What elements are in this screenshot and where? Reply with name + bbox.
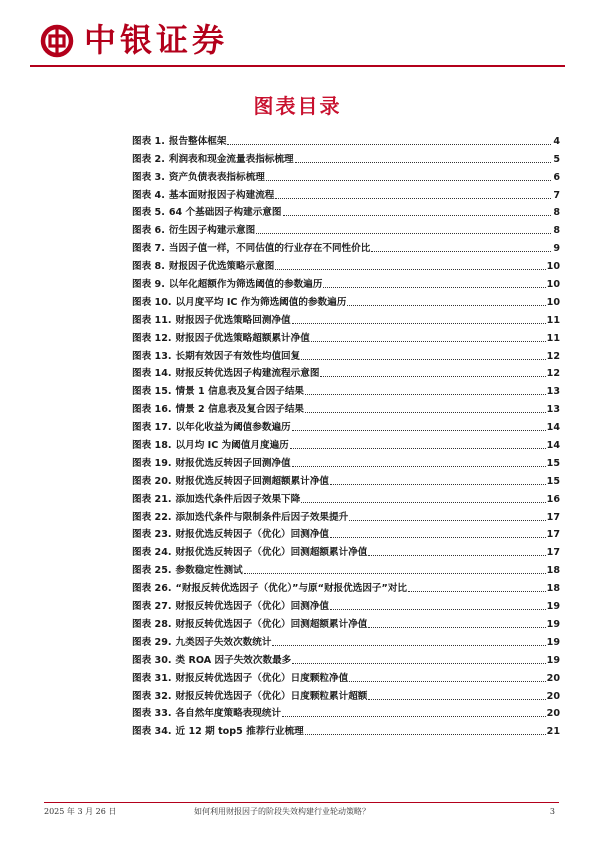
toc-entry-title: 基本面财报因子构建流程 [168, 189, 275, 201]
toc-entry-page: 15 [546, 475, 560, 487]
toc-entry-label: 图表 19. [132, 457, 172, 469]
toc-entry[interactable] [132, 488, 560, 506]
toc-entry-page: 17 [546, 547, 560, 559]
figure-index-list [132, 130, 560, 738]
toc-leader-dots [347, 305, 545, 306]
toc-entry-label: 图表 23. [132, 529, 172, 541]
toc-entry-label: 图表 15. [132, 386, 172, 398]
toc-entry-page: 16 [546, 493, 560, 505]
toc-entry-label: 图表 14. [132, 368, 172, 380]
toc-leader-dots [301, 359, 545, 360]
toc-entry-title: 财报优选反转因子（优化）回测超额累计净值 [175, 547, 368, 559]
toc-entry-page: 6 [553, 171, 560, 183]
toc-entry-page: 17 [546, 511, 560, 523]
toc-entry-page: 11 [546, 332, 560, 344]
toc-leader-dots [323, 287, 545, 288]
toc-entry-title: 以月度平均 IC 作为筛选阈值的参数遍历 [175, 296, 347, 308]
toc-leader-dots [368, 699, 545, 700]
toc-entry[interactable] [132, 380, 560, 398]
toc-entry-page: 19 [546, 636, 560, 648]
toc-entry[interactable] [132, 434, 560, 452]
toc-leader-dots [301, 502, 545, 503]
toc-entry[interactable] [132, 685, 560, 703]
toc-entry-title: 财报优选反转因子（优化）回测净值 [175, 529, 330, 541]
toc-entry-label: 图表 7. [132, 243, 165, 255]
toc-entry-page: 14 [546, 422, 560, 434]
toc-leader-dots [368, 627, 545, 628]
toc-leader-dots [305, 734, 546, 735]
toc-entry-title: 财报优选反转因子回测超额累计净值 [175, 475, 330, 487]
toc-entry-title: 近 12 期 top5 推荐行业梳理 [175, 726, 304, 738]
toc-entry-title: 各自然年度策略表现统计 [175, 708, 282, 720]
toc-entry-page: 10 [546, 296, 560, 308]
toc-entry-label: 图表 11. [132, 314, 172, 326]
toc-entry-title: 情景 2 信息表及复合因子结果 [175, 404, 305, 416]
toc-entry-label: 图表 27. [132, 601, 172, 613]
toc-leader-dots [275, 269, 545, 270]
footer-date: 2025 年 3 月 26 日 [44, 807, 117, 816]
toc-entry-label: 图表 31. [132, 672, 172, 684]
toc-entry-title: 参数稳定性测试 [175, 565, 243, 577]
toc-leader-dots [292, 430, 546, 431]
toc-leader-dots [330, 537, 546, 538]
toc-entry-label: 图表 8. [132, 261, 165, 273]
toc-entry-page: 5 [553, 153, 560, 165]
toc-entry-page: 17 [546, 529, 560, 541]
toc-entry-label: 图表 34. [132, 726, 172, 738]
toc-entry-title: 添加迭代条件后因子效果下降 [175, 493, 301, 505]
toc-entry-title: 财报因子优选策略超额累计净值 [175, 332, 310, 344]
toc-entry-label: 图表 5. [132, 207, 165, 219]
toc-entry-title: 九类因子失效次数统计 [175, 636, 272, 648]
toc-leader-dots [330, 609, 546, 610]
toc-leader-dots [311, 341, 546, 342]
toc-entry-page: 19 [546, 654, 560, 666]
toc-entry[interactable] [132, 345, 560, 363]
toc-leader-dots [349, 681, 545, 682]
toc-leader-dots [256, 233, 551, 234]
toc-entry-title: 财报反转优选因子（优化）日度颗粒累计超额 [175, 690, 368, 702]
toc-entry-title: 报告整体框架 [168, 135, 227, 147]
toc-entry[interactable] [132, 506, 560, 524]
toc-entry-page: 14 [546, 440, 560, 452]
toc-leader-dots [320, 376, 545, 377]
toc-entry[interactable] [132, 631, 560, 649]
toc-entry-title: 以年化超额作为筛选阈值的参数遍历 [168, 279, 323, 291]
toc-entry-page: 11 [546, 314, 560, 326]
toc-entry-label: 图表 3. [132, 171, 165, 183]
toc-entry-page: 13 [546, 386, 560, 398]
toc-entry-page: 9 [553, 243, 560, 255]
toc-entry-label: 图表 1. [132, 135, 165, 147]
toc-entry-label: 图表 10. [132, 296, 172, 308]
toc-entry-title: 财报优选反转因子回测净值 [175, 457, 291, 469]
toc-entry[interactable] [132, 202, 560, 220]
toc-leader-dots [275, 198, 551, 199]
toc-entry-page: 20 [546, 690, 560, 702]
page-title: 图表目录 [253, 94, 342, 118]
toc-leader-dots [305, 412, 546, 413]
toc-entry-page: 21 [546, 726, 560, 738]
toc-entry[interactable] [132, 148, 560, 166]
toc-entry[interactable] [132, 720, 560, 738]
toc-entry[interactable] [132, 703, 560, 721]
toc-entry-label: 图表 17. [132, 422, 172, 434]
toc-entry-title: 利润表和现金流量表指标梳理 [168, 153, 294, 165]
toc-entry-title: 当因子值一样，不同估值的行业存在不同性价比 [168, 243, 371, 255]
toc-entry[interactable] [132, 667, 560, 685]
toc-entry-page: 7 [553, 189, 560, 201]
toc-entry[interactable] [132, 291, 560, 309]
toc-entry-page: 8 [553, 225, 560, 237]
toc-entry[interactable] [132, 237, 560, 255]
toc-entry[interactable] [132, 363, 560, 381]
toc-entry[interactable] [132, 595, 560, 613]
toc-entry-label: 图表 24. [132, 547, 172, 559]
toc-entry-label: 图表 32. [132, 690, 172, 702]
toc-leader-dots [292, 323, 546, 324]
toc-entry[interactable] [132, 130, 560, 148]
toc-entry-label: 图表 13. [132, 350, 172, 362]
toc-entry-page: 12 [546, 350, 560, 362]
toc-entry-title: 财报反转优选因子（优化）回测净值 [175, 601, 330, 613]
brand-name: 中银证券 [84, 21, 229, 59]
toc-entry-title: 财报因子优选策略示意图 [168, 261, 275, 273]
toc-entry[interactable] [132, 649, 560, 667]
toc-entry[interactable] [132, 577, 560, 595]
toc-entry[interactable] [132, 559, 560, 577]
toc-leader-dots [244, 573, 546, 574]
toc-entry-label: 图表 29. [132, 636, 172, 648]
toc-entry-page: 10 [546, 279, 560, 291]
toc-leader-dots [330, 484, 546, 485]
toc-entry-title: 类 ROA 因子失效次数最多 [175, 654, 292, 666]
toc-entry-page: 13 [546, 404, 560, 416]
toc-entry[interactable] [132, 452, 560, 470]
page-header [0, 0, 595, 70]
toc-entry-page: 8 [553, 207, 560, 219]
toc-entry-page: 15 [546, 457, 560, 469]
toc-entry-title: 64 个基础因子构建示意图 [168, 207, 282, 219]
toc-entry-page: 12 [546, 368, 560, 380]
toc-entry[interactable] [132, 309, 560, 327]
toc-entry[interactable] [132, 273, 560, 291]
toc-leader-dots [292, 663, 545, 664]
toc-entry-label: 图表 22. [132, 511, 172, 523]
toc-leader-dots [272, 645, 545, 646]
toc-leader-dots [292, 466, 546, 467]
toc-entry-label: 图表 6. [132, 225, 165, 237]
toc-entry-page: 20 [546, 708, 560, 720]
toc-entry[interactable] [132, 524, 560, 542]
toc-entry-label: 图表 18. [132, 440, 172, 452]
toc-entry-page: 20 [546, 672, 560, 684]
toc-entry-page: 18 [546, 565, 560, 577]
toc-leader-dots [290, 448, 546, 449]
toc-entry-title: 资产负债表表指标梳理 [168, 171, 265, 183]
toc-entry[interactable] [132, 219, 560, 237]
toc-entry[interactable] [132, 470, 560, 488]
page-footer [44, 806, 559, 820]
toc-entry-title: 添加迭代条件与限制条件后因子效果提升 [175, 511, 349, 523]
toc-leader-dots [266, 180, 551, 181]
toc-entry-title: 以年化收益为阈值参数遍历 [175, 422, 291, 434]
footer-page-number: 3 [549, 807, 555, 816]
toc-entry-label: 图表 2. [132, 153, 165, 165]
toc-entry-title: 财报反转优选因子构建流程示意图 [175, 368, 320, 380]
toc-leader-dots [349, 520, 545, 521]
toc-entry-label: 图表 28. [132, 618, 172, 630]
toc-entry-label: 图表 4. [132, 189, 165, 201]
toc-entry-label: 图表 16. [132, 404, 172, 416]
toc-entry-title: 财报反转优选因子（优化）回测超额累计净值 [175, 618, 368, 630]
toc-leader-dots [227, 144, 551, 145]
toc-entry-label: 图表 25. [132, 565, 172, 577]
toc-entry[interactable] [132, 613, 560, 631]
toc-entry[interactable] [132, 416, 560, 434]
toc-entry[interactable] [132, 541, 560, 559]
bank-of-china-logo-icon [40, 24, 74, 58]
toc-entry-title: “财报反转优选因子（优化）”与原“财报优选因子”对比 [175, 583, 408, 595]
toc-entry-title: 衍生因子构建示意图 [168, 225, 256, 237]
toc-entry-label: 图表 30. [132, 654, 172, 666]
footer-document-title: 如何利用财报因子的阶段失效构建行业轮动策略？ [194, 807, 370, 816]
toc-entry-page: 18 [546, 583, 560, 595]
toc-entry-title: 以月均 IC 为阈值月度遍历 [175, 440, 289, 452]
toc-leader-dots [305, 394, 546, 395]
toc-entry-label: 图表 21. [132, 493, 172, 505]
toc-entry-label: 图表 20. [132, 475, 172, 487]
toc-entry-page: 19 [546, 601, 560, 613]
toc-leader-dots [408, 591, 546, 592]
toc-leader-dots [282, 716, 546, 717]
toc-entry-page: 4 [553, 135, 560, 147]
toc-leader-dots [283, 215, 552, 216]
toc-entry[interactable] [132, 255, 560, 273]
toc-leader-dots [371, 251, 551, 252]
toc-leader-dots [295, 162, 551, 163]
toc-entry-label: 图表 33. [132, 708, 172, 720]
toc-entry-title: 长期有效因子有效性均值回复 [175, 350, 301, 362]
toc-entry[interactable] [132, 398, 560, 416]
toc-entry-title: 情景 1 信息表及复合因子结果 [175, 386, 305, 398]
header-divider [30, 65, 565, 67]
toc-entry-label: 图表 12. [132, 332, 172, 344]
toc-entry-label: 图表 9. [132, 279, 165, 291]
toc-entry-title: 财报因子优选策略回测净值 [175, 314, 291, 326]
footer-divider [44, 802, 559, 803]
toc-entry-title: 财报反转优选因子（优化）日度颗粒净值 [175, 672, 349, 684]
toc-entry[interactable] [132, 327, 560, 345]
toc-entry-page: 10 [546, 261, 560, 273]
toc-entry[interactable] [132, 166, 560, 184]
toc-entry-page: 19 [546, 618, 560, 630]
toc-leader-dots [368, 555, 545, 556]
toc-entry[interactable] [132, 184, 560, 202]
toc-entry-label: 图表 26. [132, 583, 172, 595]
